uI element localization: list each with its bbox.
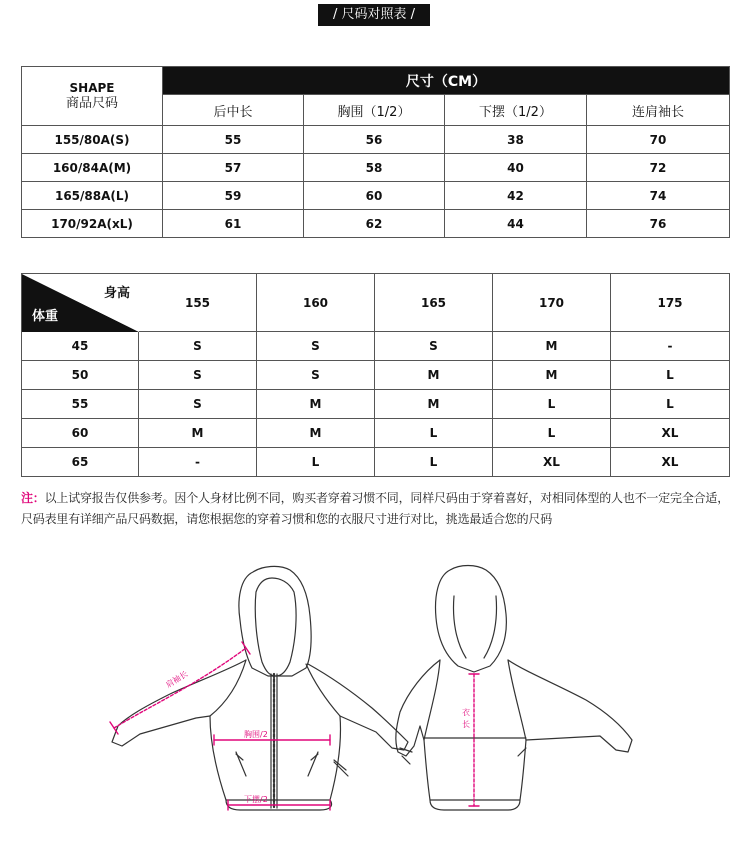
recommended-size-cell: S <box>139 361 257 390</box>
measurement-cell: 62 <box>304 210 445 238</box>
size-name-cell: 155/80A(S) <box>22 126 163 154</box>
size-name-cell: 170/92A(xL) <box>22 210 163 238</box>
recommended-size-cell: L <box>375 448 493 477</box>
length-label-2: 长 <box>462 720 470 729</box>
measurement-cell: 59 <box>163 182 304 210</box>
shape-label: SHAPE <box>69 81 115 95</box>
length-label-1: 衣 <box>462 708 470 717</box>
size-label: 商品尺码 <box>65 96 118 111</box>
size-row <box>22 154 730 182</box>
recommended-size-cell: S <box>139 332 257 361</box>
fit-note <box>21 488 733 530</box>
recommended-size-cell: - <box>611 332 730 361</box>
height-column-header: 170 <box>493 274 611 332</box>
weight-row <box>22 332 730 361</box>
recommended-size-cell: M <box>257 419 375 448</box>
recommended-size-cell: - <box>139 448 257 477</box>
recommended-size-cell: M <box>375 390 493 419</box>
recommended-size-cell: L <box>611 390 730 419</box>
corner-diagonal <box>22 274 139 332</box>
sleeve-measure-line <box>114 648 246 728</box>
recommended-size-cell: M <box>257 390 375 419</box>
measurement-cell: 58 <box>304 154 445 182</box>
size-row <box>22 126 730 154</box>
weight-cell: 65 <box>22 448 139 477</box>
front-jacket-illustration <box>112 566 408 810</box>
size-row <box>22 182 730 210</box>
recommended-size-cell: M <box>375 361 493 390</box>
size-column-header: 胸围（1/2） <box>304 95 445 126</box>
back-jacket-illustration <box>396 566 632 811</box>
hem-label: 下摆/2 <box>244 795 268 804</box>
page-title: / 尺码对照表 / <box>318 4 430 26</box>
measurement-cell: 61 <box>163 210 304 238</box>
recommended-size-cell: XL <box>493 448 611 477</box>
size-column-header: 连肩袖长 <box>587 95 730 126</box>
recommended-size-cell: XL <box>611 448 730 477</box>
recommendation-table <box>21 273 730 477</box>
size-row <box>22 210 730 238</box>
recommended-size-cell: L <box>375 419 493 448</box>
sleeve-label: 肩袖长 <box>164 669 190 690</box>
weight-row <box>22 419 730 448</box>
size-column-header: 后中长 <box>163 95 304 126</box>
measurement-cell: 55 <box>163 126 304 154</box>
measurement-guides <box>110 642 479 810</box>
measurement-cell: 38 <box>445 126 587 154</box>
size-table <box>21 66 730 238</box>
note-prefix: 注： <box>21 491 45 505</box>
height-column-header: 175 <box>611 274 730 332</box>
weight-row <box>22 448 730 477</box>
recommended-size-cell: M <box>493 361 611 390</box>
measurement-cell: 72 <box>587 154 730 182</box>
recommended-size-cell: M <box>493 332 611 361</box>
measurement-cell: 60 <box>304 182 445 210</box>
weight-cell: 55 <box>22 390 139 419</box>
height-column-header: 155 <box>139 274 257 332</box>
recommended-size-cell: S <box>257 361 375 390</box>
recommended-size-cell: L <box>493 390 611 419</box>
weight-row <box>22 361 730 390</box>
recommended-size-cell: M <box>139 419 257 448</box>
recommended-size-cell: S <box>375 332 493 361</box>
measurement-cell: 56 <box>304 126 445 154</box>
measurement-cell: 74 <box>587 182 730 210</box>
measurement-cell: 76 <box>587 210 730 238</box>
weight-label: 体重 <box>32 309 59 324</box>
height-weight-corner <box>22 274 139 332</box>
measurement-cell: 70 <box>587 126 730 154</box>
height-label: 身高 <box>103 286 130 301</box>
recommended-size-cell: L <box>611 361 730 390</box>
size-name-cell: 160/84A(M) <box>22 154 163 182</box>
size-name-cell: 165/88A(L) <box>22 182 163 210</box>
measurement-cell: 40 <box>445 154 587 182</box>
recommended-size-cell: L <box>493 419 611 448</box>
weight-cell: 60 <box>22 419 139 448</box>
recommended-size-cell: XL <box>611 419 730 448</box>
height-column-header: 160 <box>257 274 375 332</box>
measurement-cell: 42 <box>445 182 587 210</box>
note-text: 以上试穿报告仅供参考。因个人身材比例不同，购买者穿着习惯不同，同样尺码由于穿着喜好，对相同体型的人也不一定完全合适，尺码表里有详细产品尺码数据，请您根据您的穿着习惯和您的衣服尺寸进行对比，挑选最适合您的尺码 <box>21 491 730 526</box>
unit-header: 尺寸（CM） <box>163 67 730 95</box>
height-column-header: 165 <box>375 274 493 332</box>
recommended-size-cell: S <box>257 332 375 361</box>
garment-diagram <box>0 560 750 840</box>
recommended-size-cell: S <box>139 390 257 419</box>
weight-row <box>22 390 730 419</box>
shape-header-cell <box>22 67 163 126</box>
chest-label: 胸围/2 <box>244 730 268 739</box>
weight-cell: 50 <box>22 361 139 390</box>
measurement-cell: 44 <box>445 210 587 238</box>
recommended-size-cell: L <box>257 448 375 477</box>
measurement-cell: 57 <box>163 154 304 182</box>
size-column-header: 下摆（1/2） <box>445 95 587 126</box>
weight-cell: 45 <box>22 332 139 361</box>
